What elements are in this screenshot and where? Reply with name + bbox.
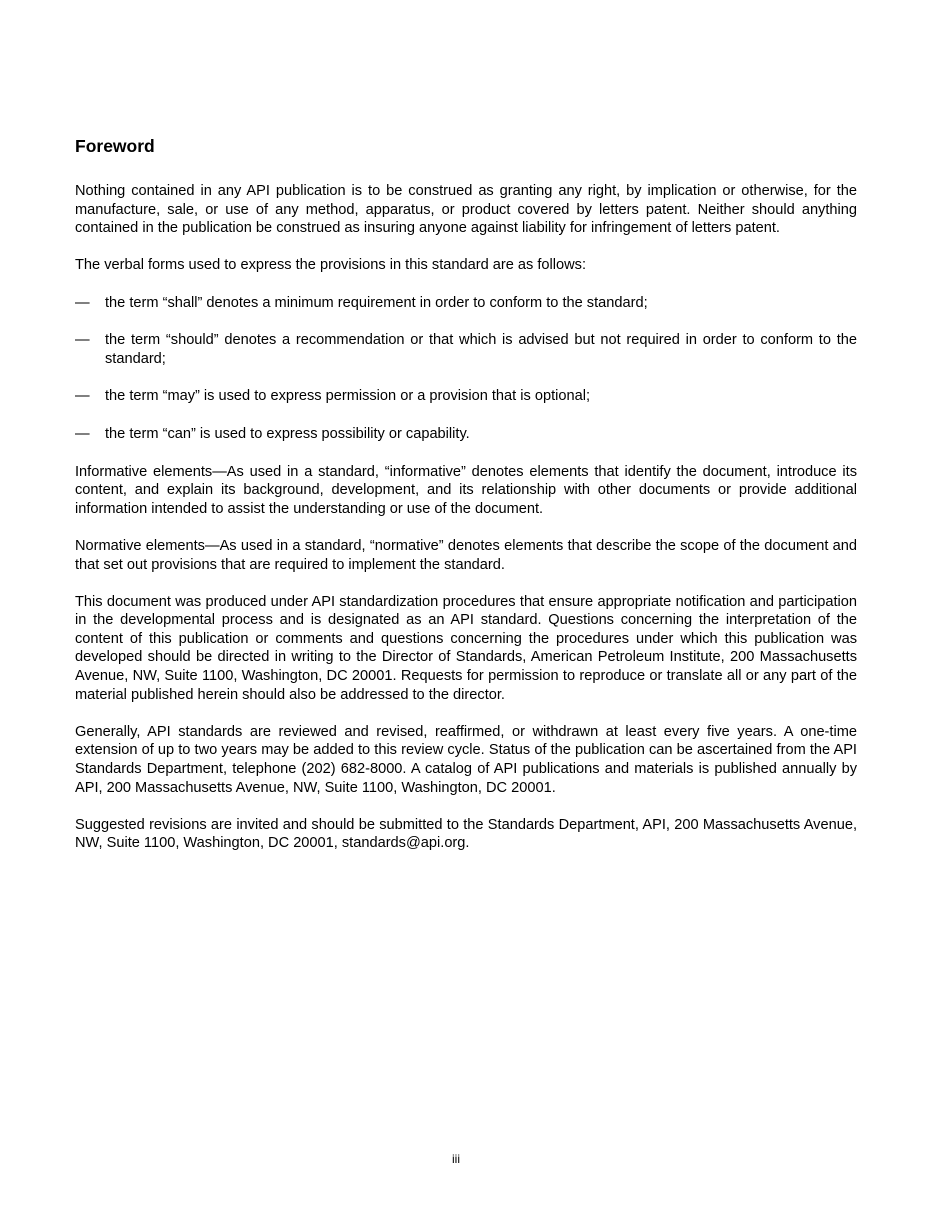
verbal-forms-list [75,294,857,444]
list-item-text: the term “shall” denotes a minimum requirement in order to conform to the standard; [105,294,648,311]
paragraph-suggested-revisions: Suggested revisions are invited and should be submitted to the Standards Department, API, 200 Massachusetts Avenue, NW, Suite 1100, Washington, DC 20001, standards@api.org. [75,816,857,852]
foreword-body [75,182,857,872]
list-item-shall [75,294,857,313]
paragraph-patent-disclaimer: Nothing contained in any API publication is to be construed as granting any right, by implication or otherwise, for the manufacture, sale, or use of any method, apparatus, or product covered by letters patent. Neither should anything contained in the publication be construed as insuring anyone against liability for infringement of letters patent. [75,183,857,237]
list-item-may [75,387,857,406]
paragraph-normative-elements: Normative elements—As used in a standard, “normative” denotes elements that describe the scope of the document and that set out provisions that are required to implement the standard. [75,537,857,573]
page-number: iii [452,1152,460,1166]
page-title: Foreword [75,136,155,156]
list-dash: — [75,332,90,349]
paragraph-review-cycle: Generally, API standards are reviewed and revised, reaffirmed, or withdrawn at least every five years. A one-time extension of up to two years may be added to this review cycle. Status of the publication can be ascertained from the API Standards Department, telephone (202) 682-8000. A catalog of API publications and materials is published annually by API, 200 Massachusetts Avenue, NW, Suite 1100, Washington, DC 20001. [75,723,857,796]
list-dash: — [75,388,90,405]
paragraph-standardization-procedures: This document was produced under API standardization procedures that ensure appropriate notification and participation in the developmental process and is designated as an API standard. Questions concerning the interpretation of the content of this publication or comments and questions concerning the procedures under which this publication was developed should be directed in writing to the Director of Standards, American Petroleum Institute, 200 Massachusetts Avenue, NW, Suite 1100, Washington, DC 20001. Requests for permission to reproduce or translate all or any part of the material published herein should also be addressed to the director. [75,593,857,703]
list-item-text: the term “may” is used to express permission or a provision that is optional; [105,388,591,405]
list-dash: — [75,294,90,311]
list-item-should [75,331,857,368]
list-item-text: the term “can” is used to express possibility or capability. [105,425,470,442]
paragraph-verbal-forms-intro: The verbal forms used to express the provisions in this standard are as follows: [75,257,587,274]
list-item-text: the term “should” denotes a recommendation or that which is advised but not required in order to conform to the standard; [105,332,857,367]
list-dash: — [75,425,90,442]
list-item-can [75,425,857,444]
paragraph-informative-elements: Informative elements—As used in a standard, “informative” denotes elements that identify the document, introduce its content, and explain its background, development, and its relationship with other documents or provide additional information intended to assist the understanding or use of the document. [75,463,857,517]
